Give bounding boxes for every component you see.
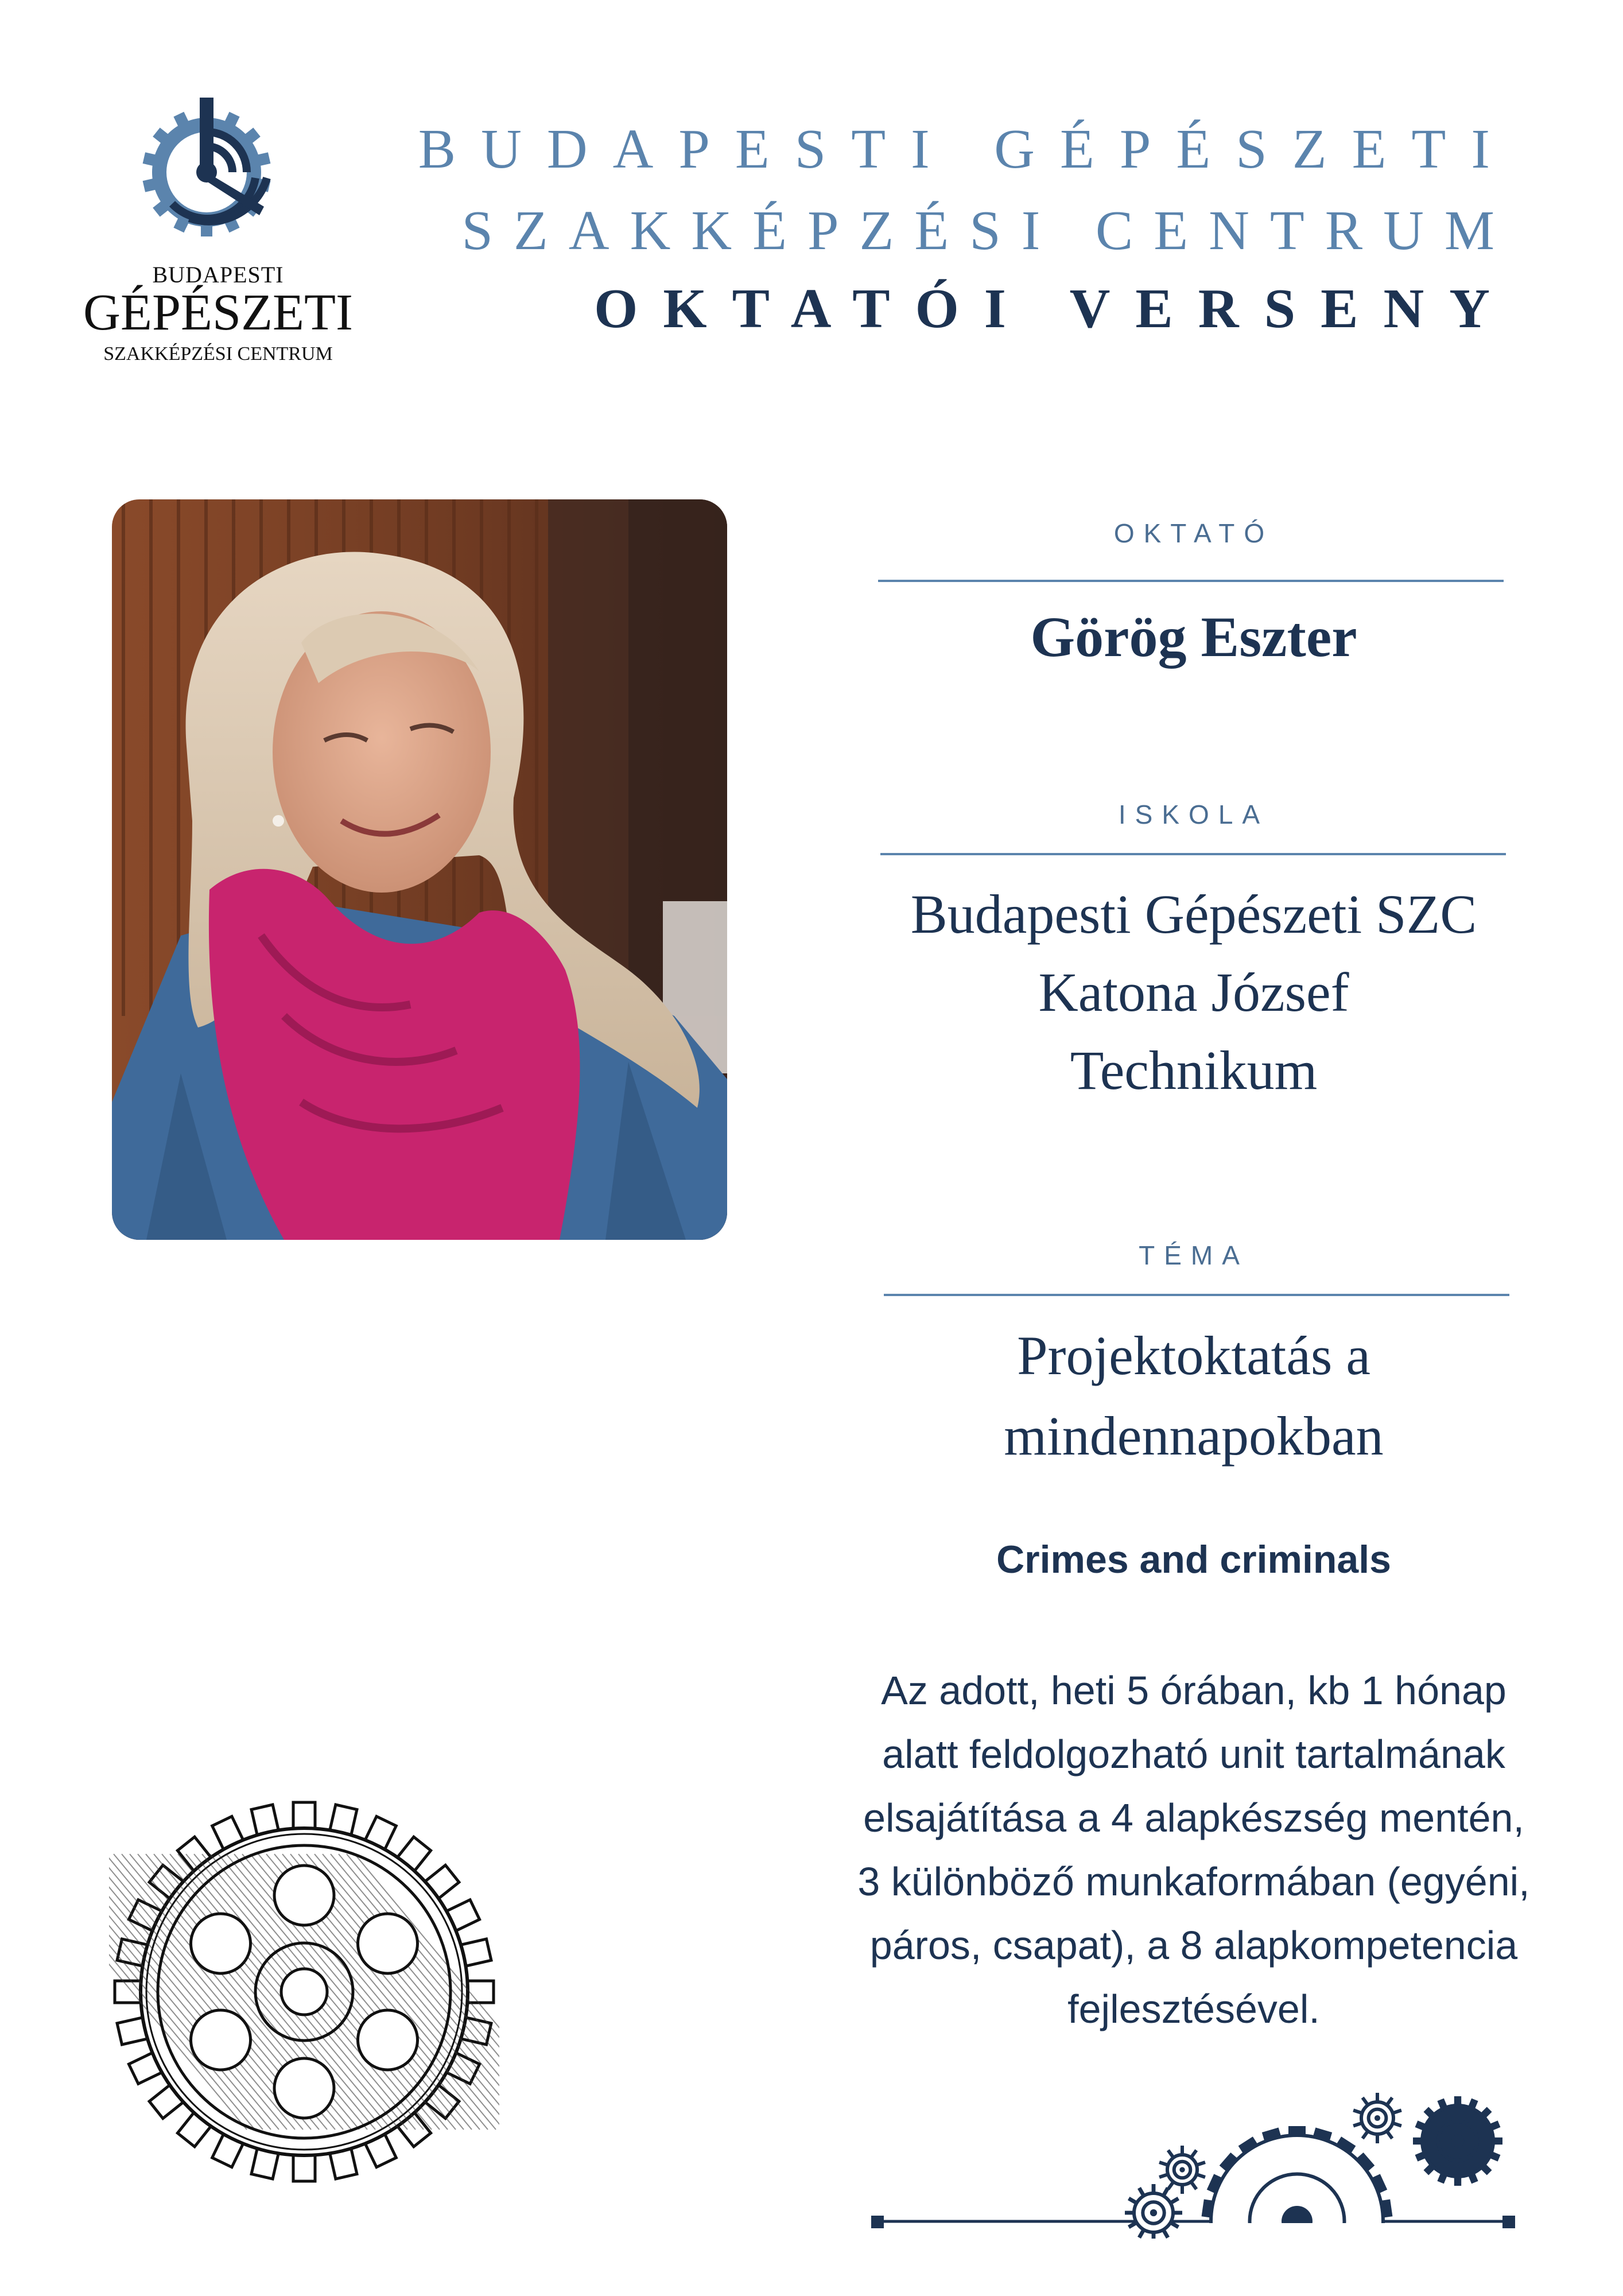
teacher-divider: [878, 580, 1504, 582]
topic-divider: [884, 1294, 1509, 1296]
topic-subtitle: Crimes and criminals: [996, 1538, 1391, 1581]
header-title-line2: SZAKKÉPZÉSI CENTRUM: [461, 200, 1515, 262]
portrait-illustration: [112, 499, 727, 1240]
school-name: [826, 875, 1561, 1110]
description-line: elsajátítása a 4 alapkészség mentén,: [863, 1795, 1524, 1840]
logo-text-centrum: SZAKKÉPZÉSI CENTRUM: [103, 343, 333, 364]
description-line: alatt feldolgozható unit tartalmának: [882, 1732, 1505, 1777]
topic-title: [826, 1316, 1561, 1476]
school-label: ISKOLA: [1118, 800, 1269, 829]
teacher-portrait-photo: [112, 499, 727, 1240]
header-title-competition: OKTATÓI VERSENY: [594, 278, 1515, 340]
school-logo: [75, 86, 362, 379]
large-gear-icon: [109, 1797, 499, 2187]
logo-text-gepeszeti: GÉPÉSZETI: [83, 284, 353, 341]
school-divider: [880, 853, 1506, 855]
footer-gears-icon: [861, 2089, 1527, 2239]
description-line: 3 különböző munkaformában (egyéni,: [857, 1859, 1530, 1904]
topic-title-line: Projektoktatás a: [1017, 1325, 1370, 1386]
school-name-line: Katona József: [1038, 961, 1349, 1023]
school-name-line: Technikum: [1070, 1040, 1318, 1101]
teacher-name: Görög Eszter: [1030, 605, 1357, 669]
description-line: fejlesztésével.: [1067, 1987, 1320, 2031]
header-title-line1: BUDAPESTI GÉPÉSZETI: [418, 118, 1515, 180]
logo-text-budapesti: BUDAPESTI: [152, 262, 284, 288]
school-name-line: Budapesti Gépészeti SZC: [910, 883, 1477, 945]
teacher-label: OKTATÓ: [1113, 518, 1274, 548]
topic-description: [798, 1659, 1590, 2041]
topic-label: TÉMA: [1139, 1240, 1249, 1270]
topic-title-line: mindennapokban: [1004, 1405, 1384, 1467]
description-line: Az adott, heti 5 órában, kb 1 hónap: [881, 1668, 1506, 1713]
description-line: páros, csapat), a 8 alapkompetencia: [869, 1923, 1518, 1968]
gear-clock-logo-icon: [132, 86, 304, 258]
